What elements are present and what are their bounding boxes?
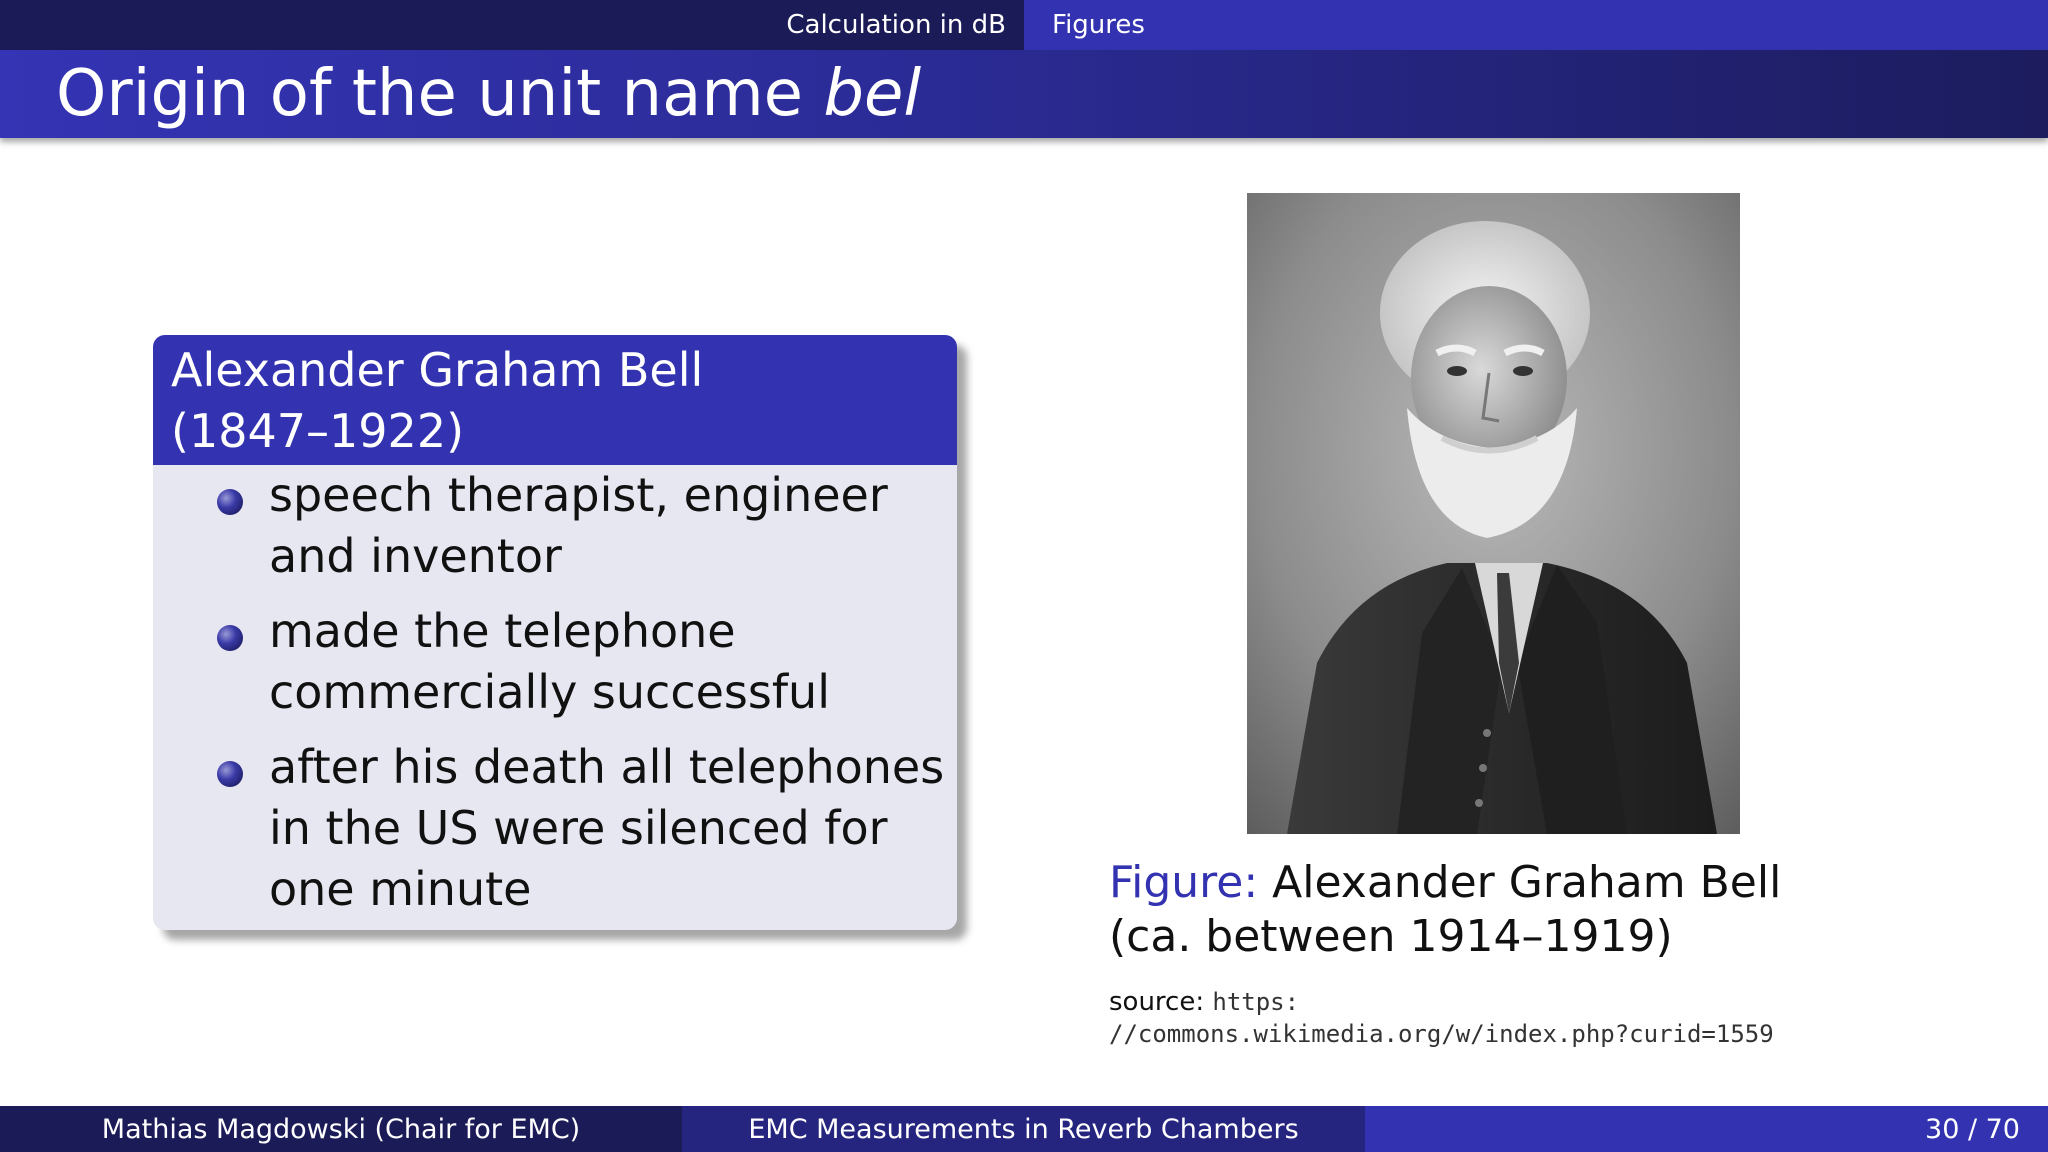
footer-author: Mathias Magdowski (Chair for EMC) <box>0 1106 682 1152</box>
source-url-part1[interactable]: https: <box>1212 988 1300 1016</box>
source-url-part2[interactable]: //commons.wikimedia.org/w/index.php?curid=1559 <box>1109 1020 1774 1048</box>
block-title-years: (1847–1922) <box>171 404 465 458</box>
footer-title: EMC Measurements in Reverb Chambers <box>682 1106 1365 1152</box>
bullet-item-2 <box>269 601 929 723</box>
bullet-ball-icon <box>217 625 243 651</box>
nav-subsection-link[interactable]: Figures <box>1052 10 1145 40</box>
bullet-ball-icon <box>217 761 243 787</box>
frame-title <box>56 54 921 134</box>
bullet-item-3 <box>269 737 945 920</box>
figure-caption-line2: (ca. between 1914–1919) <box>1109 911 1673 962</box>
nav-section-area <box>0 0 1024 50</box>
footer-bar <box>0 1106 2048 1152</box>
portrait-photo <box>1247 193 1740 834</box>
frame-title-bar <box>0 50 2048 138</box>
bullet-line: and inventor <box>269 529 562 583</box>
bio-block <box>153 335 957 930</box>
figure-caption <box>1109 856 1781 964</box>
bullet-line: in the US were silenced for <box>269 801 888 855</box>
figure-caption-line1: Alexander Graham Bell <box>1272 857 1782 908</box>
frame-title-italic: bel <box>823 57 922 131</box>
figure-source <box>1109 986 1774 1050</box>
bullet-line: after his death all telephones <box>269 740 945 794</box>
block-body <box>153 465 957 930</box>
bullet-item-1 <box>269 465 929 587</box>
portrait-image <box>1247 193 1740 834</box>
bullet-line: made the telephone <box>269 604 736 658</box>
footer-page-number: 30 / 70 <box>1365 1106 2048 1152</box>
frame-title-main: Origin of the unit name <box>56 57 824 131</box>
bullet-line: one minute <box>269 862 532 916</box>
bullet-line: commercially successful <box>269 665 830 719</box>
bullet-ball-icon <box>217 489 243 515</box>
block-header <box>153 335 957 465</box>
figure-label: Figure: <box>1109 857 1259 908</box>
source-label: source: <box>1109 987 1205 1017</box>
nav-subsection-area <box>1024 0 2048 50</box>
bullet-line: speech therapist, engineer <box>269 468 888 522</box>
nav-section-link[interactable]: Calculation in dB <box>786 10 1006 40</box>
navigation-bar <box>0 0 2048 50</box>
block-title-name: Alexander Graham Bell <box>171 343 704 397</box>
